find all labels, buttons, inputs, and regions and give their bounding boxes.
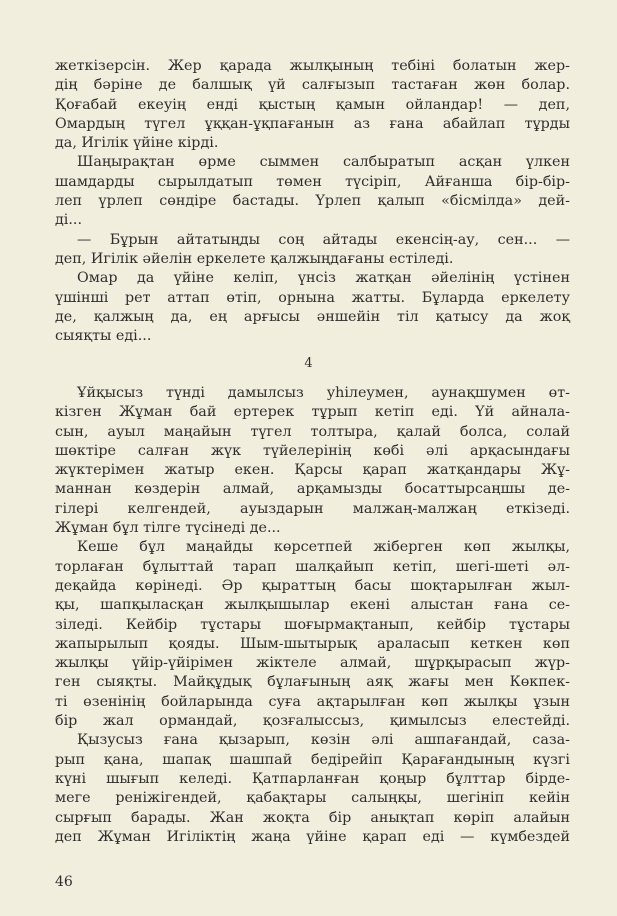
text-line: жапырылып қояды. Шым-шытырық араласып кеткен көп [55,635,570,652]
text-line: — Бұрын айтатыңды соң айтады екенсің-ау, сен... — [77,231,570,248]
text-line: Жұман бұл тілге түсінеді де... [55,520,281,537]
text-line: Омар да үйіне келіп, үнсіз жатқан әйелінің үстінен [77,270,570,287]
text-line: шөктіре салған жүк түйелерінің көбі әлі арқасындағы [55,442,570,459]
page-number: 46 [55,874,73,890]
text-line: Қызусыз ғана қызарып, көзін әлі ашпағандай, саза- [77,732,570,749]
text-block-top [55,57,570,346]
text-line: леп үрлеп сөндіре бастады. Үрлеп қалып «бісмілда» дей- [55,193,570,210]
text-line: күні шығып келеді. Қатпарланған қоңыр бұлттар бірде- [55,770,570,787]
text-line: торлаған бұлыттай тарап шалқайып кетіп, шегі-шеті әл- [55,558,570,575]
text-line: жеткізерсін. Жер қарада жылқының тебіні болатын жер- [55,58,570,74]
text-line: үшінші рет аттап өтіп, орнына жатты. Бұларда еркелету [55,289,570,306]
text-line: маннан көздерін алмай, арқамызды босаттырсаңшы де- [55,481,570,498]
text-line: де, қалжың да, ең арғысы әншейін тіл қатысу да жоқ [55,308,570,325]
text-line: жүктерімен жатыр екен. Қарсы қарап жатқандары Жұ- [55,462,570,479]
text-line: Ұйқысыз түнді дамылсыз уһілеумен, аунақшумен өт- [77,385,570,401]
text-line: кізген Жұман бай ертерек тұрып кетіп еді. Үй айнала- [55,404,570,421]
text-line: бір жал ормандай, қозғалыссыз, қимылсыз елестейді. [55,713,570,730]
text-line: деқайда көрінеді. Әр қыраттың басы шоқтарылған жыл- [55,577,570,594]
text-line: Омардың түгел ұққан-ұқпағанын аз ғана абайлап тұрды [55,115,570,132]
text-line: ген сыяқты. Майқұдық бұлағының аяқ жағы мен Көкпек- [55,674,570,691]
text-line: да, Игілік үйіне кірді. [55,135,219,152]
text-line: сыяқты еді... [55,328,152,345]
section-number: 4 [304,356,313,371]
text-line: рып қана, шапақ шашпай бедірейіп Қарағандының күзгі [55,751,570,768]
text-line: ді... [55,212,83,229]
text-line: сырғып барады. Жан жоқта бір анықтап көріп алайын [55,809,570,826]
text-line: деп, Игілік әйелін еркелете қалжыңдағаны естіледі. [55,250,454,267]
text-line: сын, ауыл маңайын түгел толтыра, қалай болса, солай [55,423,570,440]
text-line: Шаңырақтан өрме сыммен салбыратып асқан үлкен [77,154,570,171]
text-line: Қоғабай екеуің енді қыстың қамын ойландар! — деп, [55,96,570,113]
text-line: жылқы үйір-үйірімен жіктеле алмай, шұрқырасып жүр- [55,655,570,672]
text-line: гілері келгендей, ауыздарын малжаң-малжаң еткізеді. [55,500,570,517]
text-line: дің бәріне де балшық үй салғызып тастаған жөн болар. [55,77,570,94]
text-line: зіледі. Кейбір тұстары шоғырмақтанып, кейбір тұстары [55,616,570,633]
text-line: қы, шапқыласқан жылқышылар екені алыстан ғана се- [55,597,570,614]
text-line: ті өзенінің бойларында суға ақтарылған көп жылқы ұзын [55,693,570,710]
text-block-bottom [55,384,570,847]
text-line: шамдарды сырылдатып төмен түсіріп, Айғанша бір-бір- [55,173,570,190]
text-line: деп Жұман Игіліктің жаңа үйіне қарап еді — күмбездей [55,828,570,845]
text-line: Кеше бұл маңайды көрсетпей жіберген көп жылқы, [77,539,570,556]
text-line: меге реніжігендей, қабақтары салыңқы, шегініп кейін [55,790,570,807]
